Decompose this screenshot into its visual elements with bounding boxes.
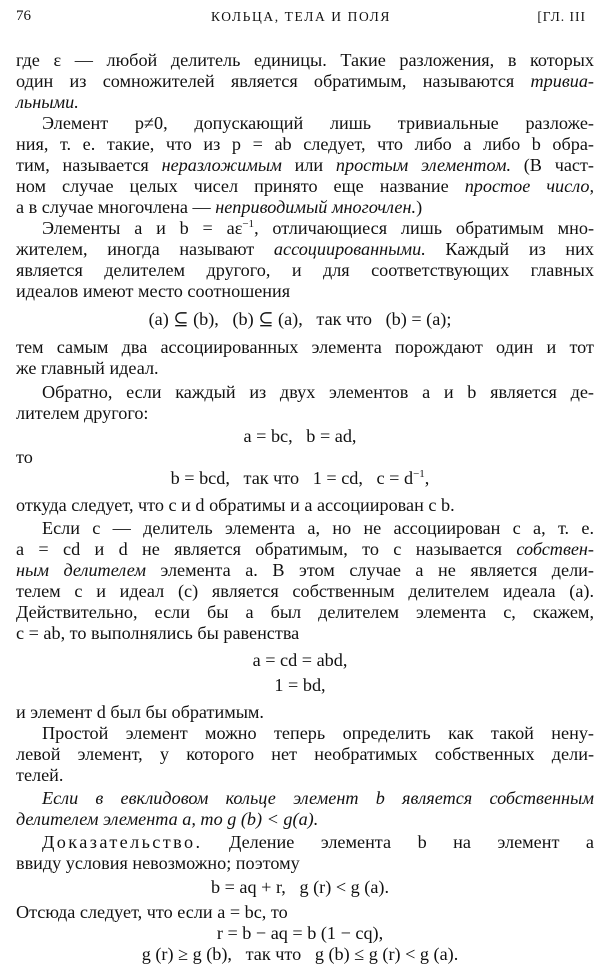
text-line: ном случае целых чисел принято еще название простое число, xyxy=(16,176,594,197)
theorem-line: Если в евклидовом кольце элемент b является собственным xyxy=(42,788,594,809)
text-line: ным делителем элемента a. В этом случае a не является дели- xyxy=(16,560,594,581)
chapter-title: КОЛЬЦА, ТЕЛА И ПОЛЯ xyxy=(210,9,391,24)
running-header xyxy=(16,8,586,32)
text-line: ния, т. е. такие, что из p = ab следует, что либо a либо b обра- xyxy=(16,134,594,155)
formula: (a) ⊆ (b), (b) ⊆ (a), так что (b) = (a); xyxy=(148,308,452,329)
text-line: ввиду условия невозможно; поэтому xyxy=(16,853,300,874)
text-line: где ε — любой делитель единицы. Такие разложения, в которых xyxy=(16,50,594,70)
text-line: то xyxy=(16,447,33,468)
text-line: телей. xyxy=(16,765,64,786)
text-line: Простой элемент можно теперь определить как такой ненy- xyxy=(42,723,594,744)
text-line: c = ab, то выполнялись бы равенства xyxy=(16,623,300,644)
formula: a = cd = abd, xyxy=(252,649,348,670)
text-line: жителем, иногда называют ассоциированными. Каждый из них xyxy=(16,239,594,260)
formula: a = bc, b = ad, xyxy=(243,426,357,447)
text-line: тим, называется неразложимым или простым элементом. (В част- xyxy=(16,155,594,176)
text-line: а в случае многочлена — неприводимый многочлен.) xyxy=(16,197,423,218)
text-line: откуда следует, что c и d обратимы и a ассоциирован с b. xyxy=(16,495,455,516)
text-line: a = cd и d не является обратимым, то c называется собствен- xyxy=(16,539,594,560)
text-line: Отсюда следует, что если a = bc, то xyxy=(16,901,288,922)
text-line: Если c — делитель элемента a, но не ассоциирован с a, т. е. xyxy=(42,518,594,538)
text-line: левой элемент, у которого нет необратимых собственных дели- xyxy=(16,744,594,765)
text-line: Обратно, если каждый из двух элементов a и b является де- xyxy=(42,382,594,403)
text-line: лителем другого: xyxy=(16,403,149,424)
text-line: льными. xyxy=(16,92,79,113)
proof-line: Доказательство. Деление элемента b на элемент a xyxy=(42,832,594,853)
theorem-line: делителем элемента a, то g (b) < g(a). xyxy=(16,809,319,830)
text-line: Действительно, если бы a был делителем элемента c, скажем, xyxy=(16,602,594,623)
page-number: 76 xyxy=(16,8,31,24)
formula: 1 = bd, xyxy=(274,674,326,695)
text-line: и элемент d был бы обратимым. xyxy=(16,702,264,723)
text-line: же главный идеал. xyxy=(16,357,159,378)
formula: b = bcd, так что 1 = cd, $c = d^{-1}$, xyxy=(170,468,430,489)
text-line: один из сомножителей является обратимым, называются тривиа- xyxy=(16,71,594,91)
text-line: Элемент p≠0, допускающий лишь тривиальные разложе- xyxy=(42,113,594,134)
text-line: является делителем другого, и для соответствующих главных xyxy=(16,260,594,281)
formula: r = b − aq = b (1 − cq), xyxy=(216,922,384,943)
chapter-ref: [ГЛ. III xyxy=(537,9,586,24)
text-line: телем c и идеал (c) является собственным делителем идеала (a). xyxy=(16,581,594,602)
text-line: Элементы a и $b = a\varepsilon^{-1}$, отличающиеся лишь обратимым мно- xyxy=(42,218,594,239)
text-line: идеалов имеют место соотношения xyxy=(16,281,291,302)
formula: b = aq + r, g (r) < g (a). xyxy=(210,877,389,898)
formula: g (r) ≥ g (b), так что g (b) ≤ g (r) < g (a). xyxy=(141,943,459,964)
text-line: тем самым два ассоциированных элемента порождают один и тот xyxy=(16,336,594,357)
